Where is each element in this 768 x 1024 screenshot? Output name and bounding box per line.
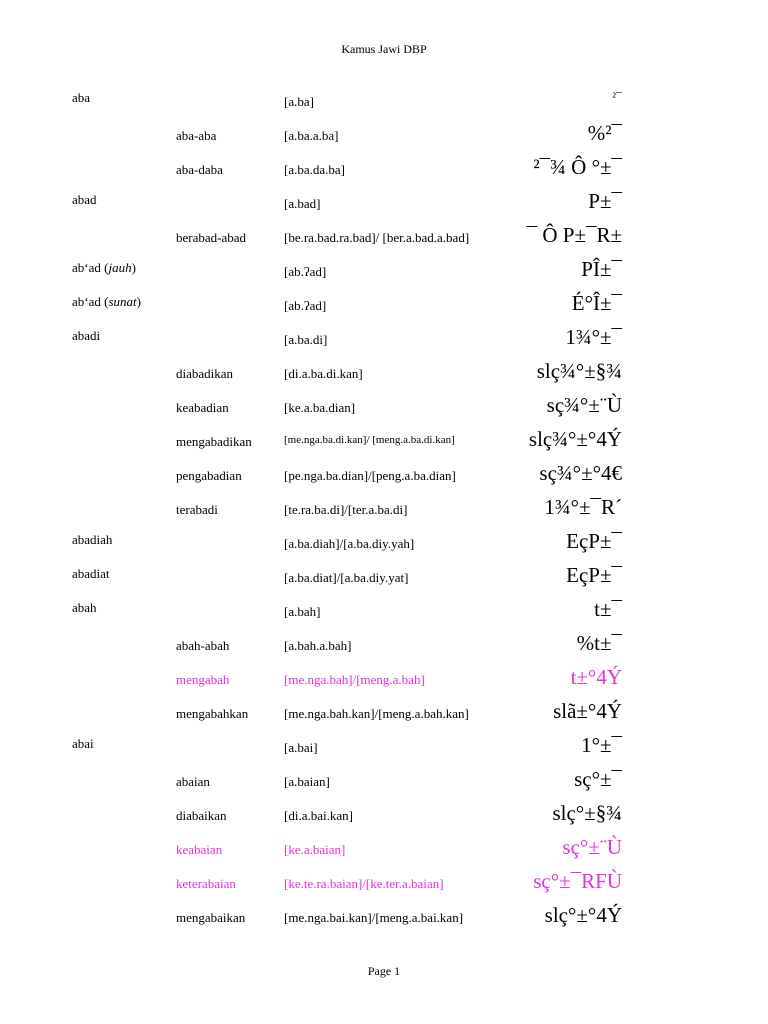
- jawi-spelling: %²¯: [587, 121, 622, 145]
- headword: [72, 736, 94, 752]
- headword: [72, 328, 100, 344]
- pronunciation: [a.bad]: [284, 196, 321, 211]
- derivative-word: pengabadian: [176, 468, 242, 483]
- derivative-word: abah-abah: [176, 638, 230, 653]
- pronunciation: [me.nga.bai.kan]/[meng.a.bai.kan]: [284, 910, 464, 925]
- derivative-word: mengabaikan: [176, 910, 246, 925]
- dictionary-entry-row: [0, 492, 768, 526]
- derivative-word: mengabahkan: [176, 706, 249, 721]
- jawi-spelling: t±°4Ý: [570, 665, 622, 689]
- dictionary-entry-row: [0, 322, 768, 356]
- headword-text: abah: [72, 600, 97, 615]
- dictionary-entry-row: [0, 764, 768, 798]
- jawi-spelling: slç°±§¾: [552, 801, 622, 825]
- pronunciation: [a.bah.a.bah]: [284, 638, 352, 653]
- jawi-spelling: slç¾°±§¾: [536, 359, 622, 383]
- dictionary-entry-row: [0, 730, 768, 764]
- jawi-spelling: slç°±°4Ý: [544, 903, 622, 927]
- jawi-spelling: P±¯: [588, 189, 622, 213]
- pronunciation: [a.ba.di]: [284, 332, 328, 347]
- dictionary-entry-row: [0, 390, 768, 424]
- jawi-spelling: %t±¯: [576, 631, 622, 655]
- headword-text: abai: [72, 736, 94, 751]
- derivative-word: diabadikan: [176, 366, 234, 381]
- derivative-word: terabadi: [176, 502, 218, 517]
- jawi-spelling: EçP±¯: [566, 529, 622, 553]
- dictionary-entry-row: [0, 832, 768, 866]
- dictionary-entry-row: [0, 186, 768, 220]
- jawi-spelling: sç°±¨Ù: [562, 835, 622, 859]
- headword-text: abadiah: [72, 532, 113, 547]
- pronunciation: [me.nga.bah]/[meng.a.bah]: [284, 672, 425, 687]
- pronunciation: [a.ba.diat]/[a.ba.diy.yat]: [284, 570, 409, 585]
- headword: ab‘ad (sunat): [72, 294, 141, 309]
- jawi-spelling: 1¾°±¯: [565, 325, 622, 349]
- dictionary-entry-row: [0, 900, 768, 934]
- headword-text: abadi: [72, 328, 101, 343]
- headword: [72, 90, 90, 106]
- pronunciation: [a.bah]: [284, 604, 321, 619]
- jawi-spelling: sç¾°±¨Ù: [546, 393, 622, 417]
- jawi-spelling: slç¾°±°4Ý: [528, 427, 622, 451]
- pronunciation: [te.ra.ba.di]/[ter.a.ba.di]: [284, 502, 408, 517]
- jawi-spelling: EçP±¯: [566, 563, 622, 587]
- dictionary-entry-row: [0, 696, 768, 730]
- derivative-word: keabadian: [176, 400, 229, 415]
- derivative-word: keabaian: [176, 842, 223, 857]
- dictionary-entry-row: [0, 560, 768, 594]
- headword-note: sunat: [108, 294, 137, 309]
- pronunciation: [pe.nga.ba.dian]/[peng.a.ba.dian]: [284, 468, 456, 483]
- dictionary-entry-row: [0, 594, 768, 628]
- dictionary-entry-row: [0, 152, 768, 186]
- headword-note: jauh: [108, 260, 132, 275]
- derivative-word: aba-daba: [176, 162, 223, 177]
- derivative-word: abaian: [176, 774, 210, 789]
- dictionary-entry-row: [0, 798, 768, 832]
- dictionary-entry-row: [0, 458, 768, 492]
- jawi-spelling: ²¯¾ Ô °±¯: [533, 155, 622, 179]
- pronunciation: [me.nga.bah.kan]/[meng.a.bah.kan]: [284, 706, 469, 721]
- headword-text: ab‘ad: [72, 294, 101, 309]
- pronunciation: [a.bai]: [284, 740, 318, 755]
- jawi-spelling: ²¯: [612, 90, 622, 104]
- dictionary-entry-row: [0, 526, 768, 560]
- pronunciation: [me.nga.ba.di.kan]/ [meng.a.ba.di.kan]: [284, 434, 455, 446]
- dictionary-entry-row: [0, 254, 768, 288]
- pronunciation: [a.ba.da.ba]: [284, 162, 345, 177]
- dictionary-entry-row: [0, 662, 768, 696]
- pronunciation: [ke.a.baian]: [284, 842, 346, 857]
- pronunciation: [a.baian]: [284, 774, 330, 789]
- dictionary-entry-row: [0, 220, 768, 254]
- jawi-spelling: ¯ Ô P±¯R±: [526, 223, 622, 247]
- headword: [72, 532, 112, 548]
- jawi-spelling: sç¾°±°4€: [539, 461, 622, 485]
- pronunciation: [a.ba]: [284, 94, 314, 109]
- dictionary-entry-row: [0, 424, 768, 458]
- pronunciation: [be.ra.bad.ra.bad]/ [ber.a.bad.a.bad]: [284, 230, 470, 245]
- pronunciation: [ab.ʔad]: [284, 264, 327, 279]
- dictionary-table: [0, 84, 768, 934]
- jawi-spelling: sç°±¯: [574, 767, 622, 791]
- headword-text: abad: [72, 192, 97, 207]
- page-footer: Page 1: [367, 964, 401, 978]
- headword: ab‘ad (jauh): [72, 260, 136, 275]
- dictionary-entry-row: [0, 628, 768, 662]
- pronunciation: [ab.ʔad]: [284, 298, 327, 313]
- dictionary-entry-row: [0, 356, 768, 390]
- pronunciation: [ke.a.ba.dian]: [284, 400, 356, 415]
- headword-text: aba: [72, 90, 91, 105]
- headword: [72, 566, 110, 582]
- pronunciation: [ke.te.ra.baian]/[ke.ter.a.baian]: [284, 876, 444, 891]
- headword: [72, 600, 97, 616]
- jawi-spelling: sç°±¯RFÙ: [533, 869, 622, 893]
- dictionary-entry-row: [0, 288, 768, 322]
- headword-text: ab‘ad: [72, 260, 101, 275]
- jawi-spelling: PÎ±¯: [581, 257, 622, 281]
- headword-text: abadiat: [72, 566, 110, 581]
- jawi-spelling: 1¾°±¯R´: [544, 495, 622, 519]
- derivative-word: berabad-abad: [176, 230, 247, 245]
- derivative-word: mengabah: [176, 672, 230, 687]
- jawi-spelling: É°Î±¯: [571, 291, 622, 315]
- page-header: Kamus Jawi DBP: [341, 42, 427, 56]
- pronunciation: [di.a.ba.di.kan]: [284, 366, 363, 381]
- derivative-word: keterabaian: [176, 876, 236, 891]
- derivative-word: mengabadikan: [176, 434, 252, 449]
- pronunciation: [di.a.bai.kan]: [284, 808, 353, 823]
- jawi-spelling: slã±°4Ý: [553, 699, 622, 723]
- derivative-word: diabaikan: [176, 808, 227, 823]
- dictionary-entry-row: [0, 866, 768, 900]
- jawi-spelling: 1°±¯: [581, 733, 622, 757]
- headword: [72, 192, 97, 208]
- dictionary-entry-row: [0, 84, 768, 118]
- pronunciation: [a.ba.diah]/[a.ba.diy.yah]: [284, 536, 415, 551]
- jawi-spelling: t±¯: [594, 597, 622, 621]
- dictionary-entry-row: [0, 118, 768, 152]
- pronunciation: [a.ba.a.ba]: [284, 128, 339, 143]
- derivative-word: aba-aba: [176, 128, 217, 143]
